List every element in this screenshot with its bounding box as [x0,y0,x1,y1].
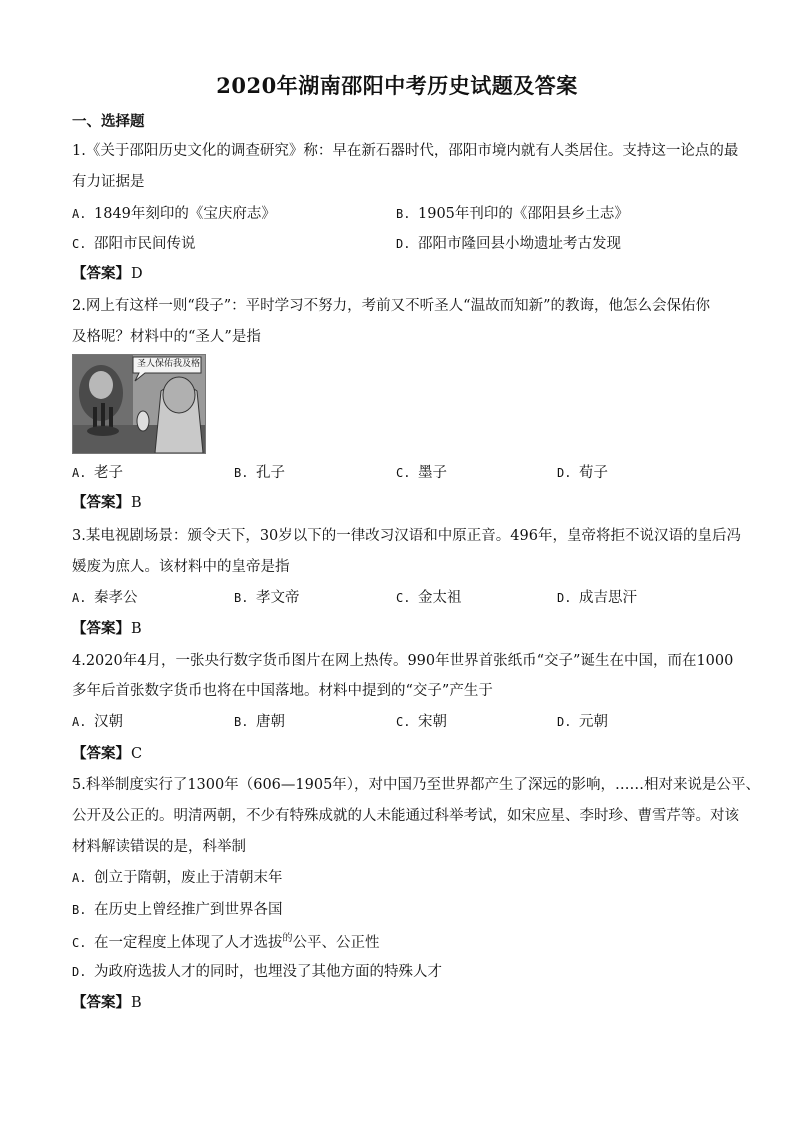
option-key: C. [396,715,411,729]
question-3-option-a [72,588,138,608]
option-text: 宋朝 [418,714,447,730]
question-5-option-c [72,933,380,955]
answer-label: 【答案】 [72,265,130,282]
answer-value: B [131,495,142,511]
option-text: 墨子 [418,465,447,481]
question-4-option-c [396,712,447,732]
option-key: A. [72,207,87,221]
question-3-stem-line-2: 媛废为庶人。该材料中的皇帝是指 [72,559,290,575]
cartoon-caption: 圣人保佑我及格 [137,359,201,369]
option-text: 成吉思汗 [579,590,637,606]
option-text: 创立于隋朝，废止于清朝末年 [94,870,283,886]
option-key: C. [72,936,87,950]
option-key: A. [72,715,87,729]
question-2-stem-line-1: 2.网上有这样一则“段子”：平时学习不努力，考前又不听圣人“温故而知新”的教诲，他怎么会保佑你 [72,298,710,314]
option-key: A. [72,591,87,605]
question-2-option-c [396,463,447,483]
question-4-option-a [72,712,123,732]
option-text: 金太祖 [418,590,462,606]
option-key: D. [557,715,572,729]
answer-value: B [131,621,142,637]
question-1-stem-line-1: 1.《关于邵阳历史文化的调查研究》称：早在新石器时代，邵阳市境内就有人类居住。支持这一论点的最 [72,143,739,159]
option-text: 邵阳市隆回县小坳遗址考古发现 [418,236,621,252]
option-text: 在一定程度上体现了人才选拔 [94,935,283,951]
question-5-option-d [72,962,442,982]
option-text: 1905年刊印的《邵阳县乡土志》 [418,206,629,222]
question-4-option-b [234,712,285,732]
question-2-answer [72,493,142,513]
question-4-option-d [557,712,608,732]
cartoon-image [72,354,206,454]
answer-label: 【答案】 [72,620,130,637]
option-text: 邵阳市民间传说 [94,236,196,252]
answer-value: D [131,266,143,282]
option-text: 荀子 [579,465,608,481]
option-key: C. [396,591,411,605]
option-text: 唐朝 [256,714,285,730]
question-5-option-a [72,868,283,888]
option-text-superscript: 的 [282,933,293,944]
option-text: 1849年刻印的《宝庆府志》 [94,206,276,222]
option-key: A. [72,871,87,885]
answer-label: 【答案】 [72,994,130,1011]
question-2-stem-line-2: 及格呢？材料中的“圣人”是指 [72,329,261,345]
question-2-option-b [234,463,285,483]
option-text: 孝文帝 [256,590,300,606]
page-title: 2020年湖南邵阳中考历史试题及答案 [216,73,578,98]
question-5-stem-line-1: 5.科举制度实行了1300年（606—1905年），对中国乃至世界都产生了深远的影响，……相对来说是公平、 [72,777,761,793]
question-1-answer [72,264,143,284]
answer-value: C [131,746,143,762]
option-text: 秦孝公 [94,590,138,606]
option-key: B. [72,903,87,917]
section-heading: 一、选择题 [72,113,145,130]
option-text: 在历史上曾经推广到世界各国 [94,902,283,918]
option-text: 老子 [94,465,123,481]
option-key: D. [396,237,411,251]
option-key: B. [234,715,249,729]
option-key: B. [234,466,249,480]
option-key: C. [72,237,87,251]
question-5-stem-line-2: 公开及公正的。明清两朝，不少有特殊成就的人未能通过科举考试，如宋应星、李时珍、曹雪芹等。对该 [72,808,739,824]
question-3-option-c [396,588,462,608]
option-text-continued: 公平、公正性 [292,935,380,951]
question-1-option-b [396,204,629,224]
question-4-stem-line-1: 4.2020年4月，一张央行数字货币图片在网上热传。990年世界首张纸币“交子”诞生在中国，而在1000 [72,653,734,669]
question-1-option-c [72,234,196,254]
question-2-option-a [72,463,123,483]
option-text: 为政府选拔人才的同时，也埋没了其他方面的特殊人才 [94,964,442,980]
option-key: D. [72,965,87,979]
question-5-stem-line-3: 材料解读错误的是，科举制 [72,839,246,855]
option-key: C. [396,466,411,480]
question-3-stem-line-1: 3.某电视剧场景：颁令天下，30岁以下的一律改习汉语和中原正音。496年，皇帝将拒不说汉语的皇后冯 [72,528,741,544]
option-key: B. [234,591,249,605]
question-4-answer [72,744,142,764]
question-1-option-d [396,234,621,254]
question-4-stem-line-2: 多年后首张数字货币也将在中国落地。材料中提到的“交子”产生于 [72,683,493,699]
question-2-option-d [557,463,608,483]
option-text: 孔子 [256,465,285,481]
question-1-option-a [72,204,276,224]
question-5-answer [72,993,142,1013]
question-3-answer [72,619,142,639]
answer-label: 【答案】 [72,745,130,762]
option-text: 汉朝 [94,714,123,730]
answer-label: 【答案】 [72,494,130,511]
question-3-option-b [234,588,300,608]
question-5-option-b [72,900,283,920]
answer-value: B [131,995,142,1011]
option-key: A. [72,466,87,480]
question-1-stem-line-2: 有力证据是 [72,174,145,190]
option-text: 元朝 [579,714,608,730]
option-key: D. [557,591,572,605]
option-key: D. [557,466,572,480]
question-3-option-d [557,588,637,608]
option-key: B. [396,207,411,221]
